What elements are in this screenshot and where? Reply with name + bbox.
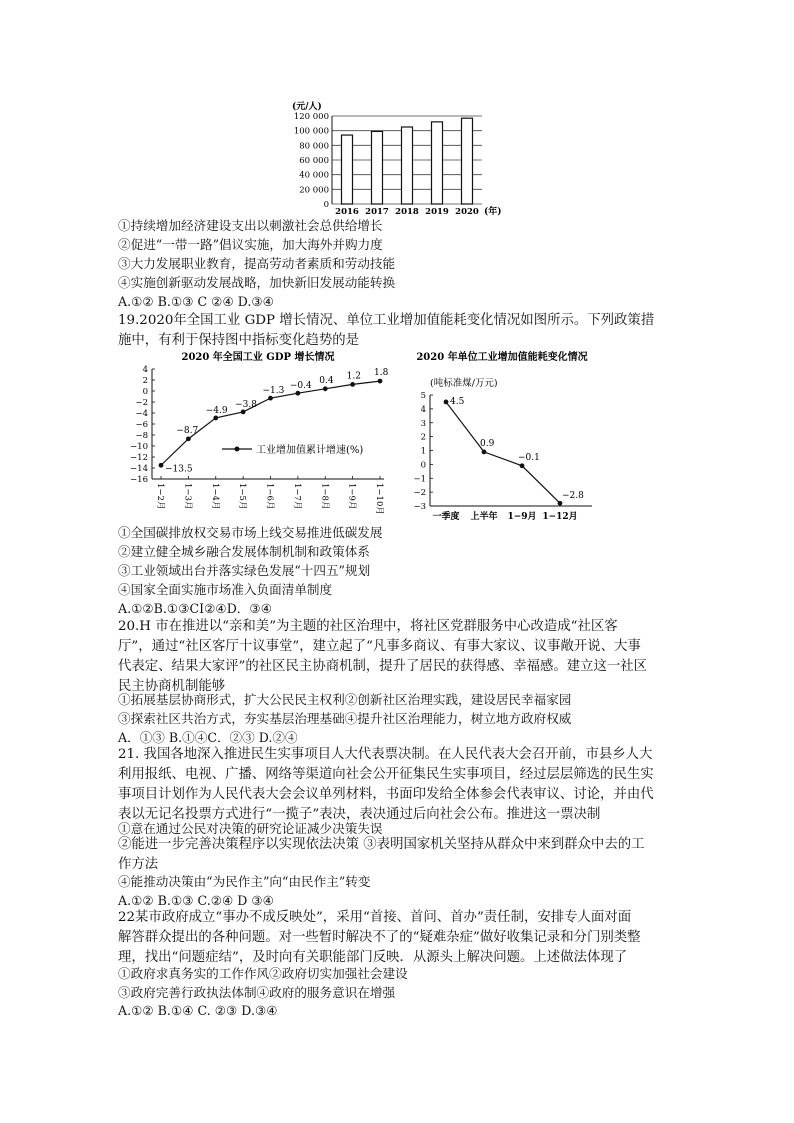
energy-xtick-label: 1−12月 bbox=[542, 512, 578, 522]
energy-chart-title: 2020 年单位工业增加值能耗变化情况 bbox=[416, 352, 588, 363]
gdp-ytick-label: −14 bbox=[130, 464, 148, 474]
energy-point-1−9月 bbox=[520, 463, 525, 468]
q21-option-1: ①意在通过公民对决策的研究论证减少决策失误 bbox=[118, 821, 383, 836]
gdp-ytick-label: 0 bbox=[142, 387, 148, 397]
bar-2018 bbox=[402, 127, 413, 204]
q21-option-4: ④能推动决策由“为民作主”向“由民作主”转变 bbox=[118, 874, 371, 889]
gdp-point-1−5月 bbox=[241, 410, 246, 415]
gdp-ytick-label: 2 bbox=[142, 376, 148, 386]
gdp-point-1−6月 bbox=[268, 396, 273, 401]
bar-ytick-label: 0 bbox=[323, 200, 329, 210]
gdp-point-1−7月 bbox=[295, 391, 300, 396]
energy-ytick-label: 1 bbox=[420, 446, 426, 457]
bar-chart-ylabel: (元/人) bbox=[292, 102, 322, 112]
bar-ytick-label: 20 000 bbox=[299, 185, 329, 196]
gdp-point-1−8月 bbox=[323, 386, 328, 391]
bar-xtick-label: 2019 bbox=[425, 207, 449, 217]
q18-option-4: ④实施创新驱动发展战略，加快新旧发展动能转换 bbox=[118, 275, 396, 290]
bar-2020 bbox=[462, 118, 473, 204]
q18-option-3: ③大力发展职业教育，提高劳动者素质和劳动技能 bbox=[118, 256, 396, 271]
q19-stem-line-1: 19.2020年全国工业 GDP 增长情况、单位工业增加值能耗变化情况如图所示。下列政策措 bbox=[118, 313, 655, 328]
bar-2016 bbox=[342, 135, 353, 204]
gdp-xtick-label: 1−6月 bbox=[264, 483, 275, 510]
q18-option-2: ②促进“一带一路”倡议实施，加大海外并购力度 bbox=[118, 237, 383, 252]
energy-ytick-label: 2 bbox=[420, 432, 426, 443]
energy-ytick-label: −3 bbox=[413, 502, 426, 512]
q20-stem-line-4: 民主协商机制能够 bbox=[118, 679, 226, 694]
q20-options-3-4: ③探索社区共治方式，夯实基层治理基础④提升社区治理能力，树立地方政府权威 bbox=[118, 711, 572, 726]
q22-stem-line-3: 理，找出“问题症结”，及时向有关职能部门反映．从源头上解决问题。上述做法体现了 bbox=[118, 950, 628, 965]
bar-2019 bbox=[432, 122, 443, 204]
energy-line-chart bbox=[404, 348, 600, 524]
q21-stem-line-1: 21. 我国各地深入推进民生实事项目人大代表票决制。在人民代表大会召开前，市县乡人大 bbox=[118, 747, 653, 762]
q22-stem-line-1: 22某市政府成立“事办不成反映处”，采用“首接、首问、首办”责任制，安排专人面对面 bbox=[118, 910, 632, 925]
q22-options-1-2: ①政府求真务实的工作作风②政府切实加强社会建设 bbox=[118, 966, 408, 981]
gdp-ytick-label: −12 bbox=[130, 453, 148, 463]
energy-xtick-label: 一季度 bbox=[432, 512, 460, 522]
q19-option-2: ②建立健全城乡融合发展体制机制和政策体系 bbox=[118, 544, 370, 559]
q19-stem-line-2: 施中，有利于保持图中指标变化趋势的是 bbox=[118, 333, 360, 348]
energy-chart-ylabel: (吨标准煤/万元) bbox=[430, 378, 498, 389]
q19-option-4: ④国家全面实施市场准入负面清单制度 bbox=[118, 582, 333, 597]
q21-options-2-3-cont: 作方法 bbox=[118, 857, 159, 872]
bar-chart-xlabel: (年) bbox=[484, 207, 502, 217]
gdp-xtick-label: 1−5月 bbox=[237, 483, 248, 510]
energy-data-label: 0.9 bbox=[480, 438, 495, 449]
gdp-data-label: −3.8 bbox=[235, 399, 257, 410]
bar-xtick-label: 2016 bbox=[335, 207, 359, 217]
gdp-legend-label: 工业增加值累计增速(%) bbox=[256, 445, 364, 456]
energy-ytick-label: 3 bbox=[420, 418, 426, 429]
q20-options-1-2: ①拓展基层协商形式，扩大公民民主权利②创新社区治理实践，建设居民幸福家园 bbox=[118, 692, 572, 707]
energy-ytick-label: 5 bbox=[420, 391, 426, 401]
energy-ytick-label: 0 bbox=[420, 460, 426, 471]
gdp-point-1−3月 bbox=[186, 436, 191, 441]
q20-stem-line-1: 20.H 市在推进以“亲和美”为主题的社区治理中，将社区党群服务中心改造成“社区客 bbox=[118, 619, 618, 634]
q19-option-3: ③工业领域出台并落实绿色发展“十四五”规划 bbox=[118, 563, 371, 578]
energy-data-label: 4.5 bbox=[450, 396, 465, 407]
bar-ytick-label: 60 000 bbox=[299, 156, 329, 166]
q19-choices: A.①②B.①③CI②④D．③④ bbox=[118, 601, 272, 616]
gdp-ytick-label: −4 bbox=[135, 409, 148, 419]
bar-ytick-label: 100 000 bbox=[293, 126, 329, 137]
bar-ytick-label: 120 000 bbox=[293, 112, 329, 122]
gdp-data-label: −4.9 bbox=[205, 405, 228, 416]
gdp-ytick-label: −10 bbox=[130, 442, 148, 452]
gdp-data-label: 1.2 bbox=[346, 371, 361, 382]
gdp-xtick-label: 1−9月 bbox=[346, 483, 357, 510]
gdp-xtick-label: 1−8月 bbox=[319, 483, 330, 510]
gdp-data-label: −13.5 bbox=[165, 464, 193, 475]
gdp-data-label: −8.7 bbox=[176, 425, 199, 436]
gdp-ytick-label: −16 bbox=[130, 475, 148, 485]
gdp-ytick-label: 4 bbox=[142, 365, 148, 375]
energy-data-label: −2.8 bbox=[562, 491, 584, 502]
energy-ytick-label: −2 bbox=[413, 488, 426, 499]
bar-xtick-label: 2020 bbox=[455, 207, 479, 217]
income-bar-chart bbox=[270, 96, 520, 220]
q20-stem-line-2: 厅”，通过“社区客厅十议事堂”，建立起了“凡事多商议、有事大家议、议事敞开说、大事 bbox=[118, 639, 641, 654]
gdp-legend-marker-icon bbox=[235, 447, 240, 452]
gdp-xtick-label: 1−10月 bbox=[374, 483, 384, 515]
q21-stem-line-3: 事项目计划作为人民代表大会会议单列材料，书面印发给全体参会代表审议、讨论，并由代 bbox=[118, 787, 654, 802]
energy-data-label: −0.1 bbox=[518, 452, 540, 463]
gdp-data-label: −1.3 bbox=[262, 386, 285, 397]
q21-options-2-3: ②能进一步完善决策程序以实现依法决策 ③表明国家机关坚持从群众中来到群众中去的工 bbox=[118, 837, 645, 852]
q20-stem-line-3: 代表定、结果大家评”的社区民主协商机制，提升了居民的获得感、幸福感。建立这一社区 bbox=[118, 659, 648, 674]
gdp-point-1−2月 bbox=[159, 463, 164, 468]
energy-ytick-label: 4 bbox=[420, 404, 426, 415]
gdp-xtick-label: 1−3月 bbox=[182, 483, 193, 510]
gdp-chart-title: 2020 年全国工业 GDP 增长情况 bbox=[181, 352, 335, 363]
energy-series-line bbox=[446, 402, 560, 503]
bar-xtick-label: 2017 bbox=[365, 207, 389, 217]
energy-point-一季度 bbox=[444, 400, 449, 405]
energy-ytick-label: −1 bbox=[413, 474, 426, 485]
bar-ytick-label: 80 000 bbox=[299, 141, 329, 152]
q21-choices: A.①② B.①③ C.②④ D ③④ bbox=[118, 893, 274, 908]
q21-stem-line-4: 表以无记名投票方式进行“一揽子”表决，表决通过后向社会公布。推进这一票决制 bbox=[118, 807, 601, 822]
gdp-xtick-label: 1−4月 bbox=[209, 483, 220, 510]
q20-choices: A．①③ B.①④C．②③ D.②④ bbox=[118, 730, 298, 745]
energy-xtick-label: 上半年 bbox=[470, 512, 498, 522]
q19-option-1: ①全国碳排放权交易市场上线交易推进低碳发展 bbox=[118, 525, 383, 540]
q18-choices: A.①② B.①③ C ②④ D.③④ bbox=[118, 294, 274, 309]
gdp-ytick-label: −2 bbox=[135, 398, 148, 408]
gdp-growth-line-chart bbox=[118, 348, 406, 524]
energy-xtick-label: 1−9月 bbox=[507, 512, 537, 522]
gdp-data-label: 0.4 bbox=[319, 375, 334, 386]
q18-option-1: ①持续增加经济建设支出以刺激社会总供给增长 bbox=[118, 218, 383, 233]
bar-xtick-label: 2018 bbox=[395, 207, 419, 217]
gdp-point-1−4月 bbox=[213, 416, 218, 421]
gdp-data-label: 1.8 bbox=[374, 368, 389, 379]
gdp-data-label: −0.4 bbox=[289, 381, 312, 392]
q22-options-3-4: ③政府完善行政执法体制④政府的服务意识在增强 bbox=[118, 985, 396, 1000]
gdp-point-1−10月 bbox=[378, 379, 383, 384]
gdp-ytick-label: −6 bbox=[135, 420, 148, 430]
gdp-ytick-label: −8 bbox=[135, 431, 148, 441]
gdp-chart-legend bbox=[222, 443, 363, 456]
bar-2017 bbox=[372, 131, 383, 204]
q22-stem-line-2: 解答群众提出的各种问题。对一些暂时解决不了的“疑难杂症”做好收集记录和分门别类整 bbox=[118, 930, 641, 945]
gdp-xtick-label: 1−7月 bbox=[291, 483, 302, 510]
energy-point-上半年 bbox=[482, 449, 487, 454]
energy-point-1−12月 bbox=[558, 501, 563, 506]
gdp-point-1−9月 bbox=[350, 382, 355, 387]
gdp-xtick-label: 1−2月 bbox=[155, 483, 165, 510]
bar-ytick-label: 40 000 bbox=[299, 170, 329, 181]
q21-stem-line-2: 利用报纸、电视、广播、网络等渠道向社会公开征集民生实事项目，经过层层筛选的民生实 bbox=[118, 767, 654, 782]
q22-choices: A.①② B.①④ C. ②③ D.③④ bbox=[118, 1003, 278, 1018]
